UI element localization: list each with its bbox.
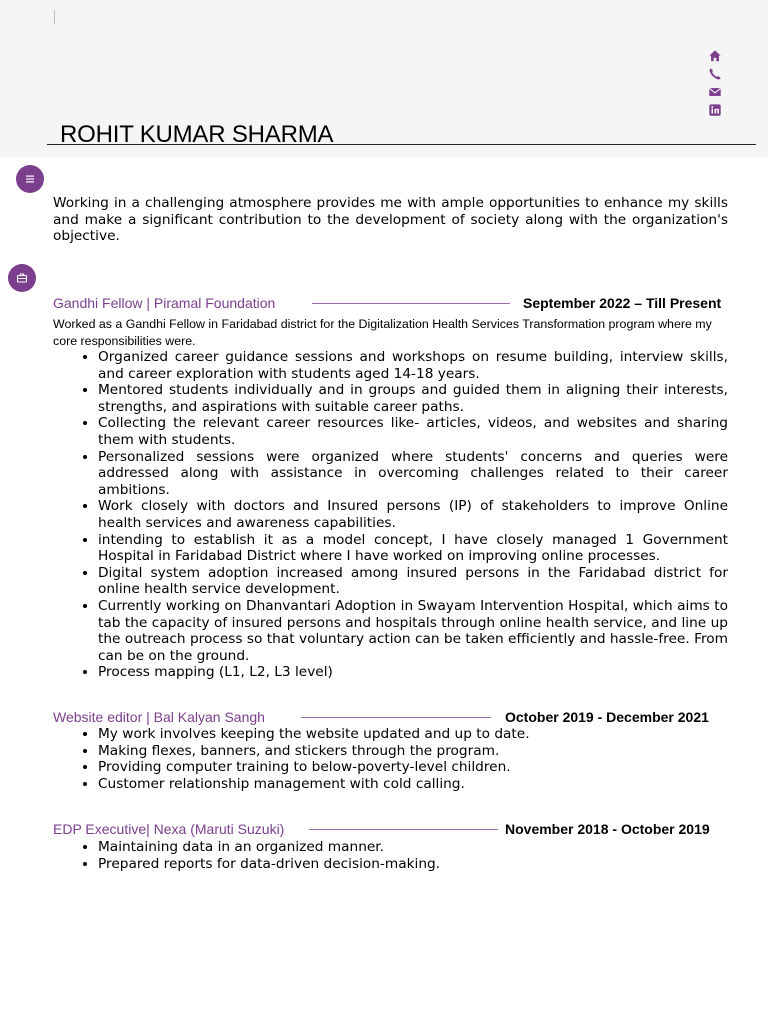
job-description: Worked as a Gandhi Fellow in Faridabad district for the Digitalization Health Services Transformation program where my core responsibilities were. xyxy=(53,317,712,348)
objective-text: Working in a challenging atmosphere provides me with ample opportunities to enhance my skills and make a significant contribution to the development of society along with the organization's objective. xyxy=(53,195,728,245)
list-item: • Making flexes, banners, and stickers through the program. xyxy=(98,743,728,760)
job-header-3 xyxy=(53,821,728,839)
job-bullets-3 xyxy=(53,839,728,872)
list-item: • Process mapping (L1, L2, L3 level) xyxy=(98,664,728,681)
job-divider xyxy=(309,829,498,830)
list-item: • Work closely with doctors and Insured persons (IP) of stakeholders to improve Online health services and awareness capabilities. xyxy=(98,498,728,531)
job-bullets-2 xyxy=(53,726,728,792)
job-divider xyxy=(301,717,491,718)
contact-icons xyxy=(707,48,727,121)
name-divider xyxy=(47,144,756,145)
job-dates: September 2022 – Till Present xyxy=(523,295,722,311)
list-item: • Currently working on Dhanvantari Adoption in Swayam Intervention Hospital, which aims to tab the capacity of insured persons and hospitals through online health service, and line up the outreach process so that voluntary action can be taken efficiently and hassle-free. From can be on the ground. xyxy=(98,598,728,664)
list-item: • Prepared reports for data-driven decision-making. xyxy=(98,856,728,873)
briefcase-icon xyxy=(8,264,36,292)
list-item: • Maintaining data in an organized manner. xyxy=(98,839,728,856)
cursor-mark xyxy=(54,10,55,24)
job-dates: November 2018 - October 2019 xyxy=(505,821,710,837)
list-item: • Personalized sessions were organized where students' concerns and queries were addressed along with assistance in overcoming challenges related to their career ambitions. xyxy=(98,449,728,499)
phone-icon[interactable] xyxy=(707,67,723,83)
list-icon xyxy=(16,165,44,193)
job-header-2 xyxy=(53,709,728,727)
list-item: • Organized career guidance sessions and workshops on resume building, interview skills, and career exploration with students aged 14-18 years. xyxy=(98,349,728,382)
home-icon[interactable] xyxy=(707,49,723,65)
envelope-icon[interactable] xyxy=(707,85,723,101)
linkedin-icon[interactable] xyxy=(707,103,723,119)
job-header-1 xyxy=(53,295,728,313)
job-divider xyxy=(312,303,510,304)
list-item: • My work involves keeping the website updated and up to date. xyxy=(98,726,728,743)
job-title: Website editor | Bal Kalyan Sangh xyxy=(53,709,265,725)
list-item: • Providing computer training to below-poverty-level children. xyxy=(98,759,728,776)
job-title: Gandhi Fellow | Piramal Foundation xyxy=(53,295,276,311)
list-item: • Collecting the relevant career resources like- articles, videos, and websites and sharing them with students. xyxy=(98,415,728,448)
list-item: • Mentored students individually and in groups and guided them in aligning their interests, strengths, and aspirations with suitable career paths. xyxy=(98,382,728,415)
job-dates: October 2019 - December 2021 xyxy=(505,709,709,725)
job-title: EDP Executive| Nexa (Maruti Suzuki) xyxy=(53,821,285,837)
list-item: • Digital system adoption increased among insured persons in the Faridabad district for online health service development. xyxy=(98,565,728,598)
list-item: • Customer relationship management with cold calling. xyxy=(98,776,728,793)
list-item: • intending to establish it as a model concept, I have closely managed 1 Government Hospital in Faridabad District where I have worked on improving online processes. xyxy=(98,532,728,565)
job-bullets-1 xyxy=(53,349,728,681)
candidate-name: ROHIT KUMAR SHARMA xyxy=(60,121,334,148)
